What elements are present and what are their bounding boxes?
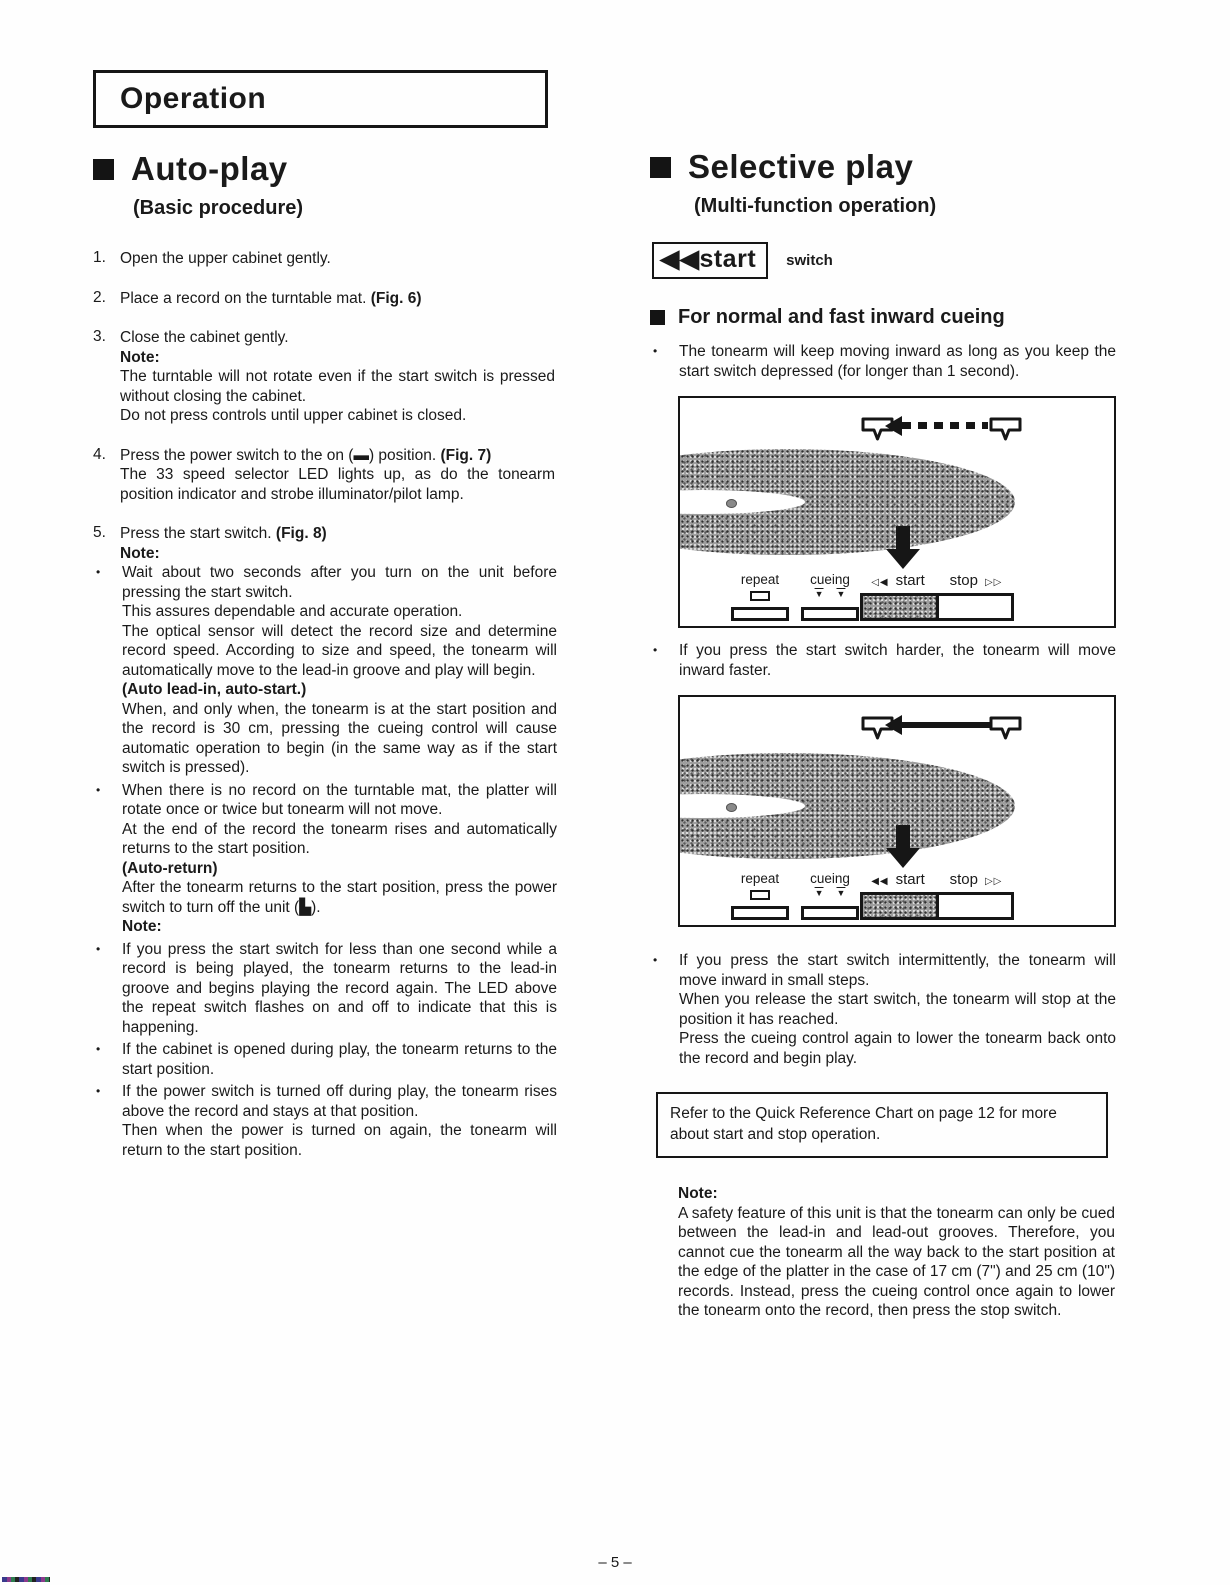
cueing-button [801, 906, 859, 920]
section-bullet-icon [650, 157, 671, 178]
inward-cueing-heading-row [650, 306, 1120, 329]
repeat-label: repeat [740, 572, 780, 587]
auto-play-heading-row [93, 150, 561, 188]
stop-arrows-icon: ▷▷ [984, 577, 1003, 588]
start-switch-row [652, 242, 1120, 279]
bullet-marker: • [96, 1042, 101, 1056]
bullet-marker: • [653, 344, 658, 358]
start-label: start [895, 572, 925, 589]
step-1 [93, 249, 561, 269]
step-number: 2. [93, 288, 106, 306]
auto-play-steps [93, 249, 561, 563]
selective-play-heading-row [650, 148, 1120, 186]
stop-button [936, 895, 1012, 917]
start-arrows-icon: ◀◀ [871, 876, 889, 887]
bullet-marker: • [96, 941, 101, 956]
selective-bullet-2 [650, 641, 1116, 680]
stop-arrows-icon: ▷▷ [984, 876, 1003, 887]
note-paragraph: Wait about two seconds after you turn on the unit before pressing the start switch. [122, 564, 557, 601]
selective-play-heading: Selective play [688, 148, 914, 185]
note-bullet-2 [93, 781, 557, 937]
selective-play-subheading: (Multi-function operation) [694, 195, 937, 217]
step-5 [93, 524, 561, 563]
bullet-marker: • [96, 782, 101, 797]
cueing-label: cueing [810, 572, 850, 587]
start-button-pressed [863, 895, 936, 917]
note-paragraph: When there is no record on the turntable mat, the platter will rotate once or twice but tonearm will not move. [122, 781, 557, 818]
repeat-led-icon [750, 890, 770, 900]
start-stop-buttons [860, 593, 1014, 621]
repeat-switch-group [728, 872, 792, 920]
start-label: start [895, 871, 925, 888]
repeat-led-icon [750, 591, 770, 601]
start-stop-group [859, 872, 1015, 920]
note-paragraph: If you press the start switch harder, the tonearm will move inward faster. [679, 642, 1116, 679]
step-number: 5. [93, 524, 106, 541]
step-4 [93, 446, 561, 505]
page-title-box [93, 70, 548, 128]
note-paragraph: Press the cueing control again to lower the tonearm back onto the record and begin play. [679, 1030, 1116, 1067]
bullet-marker: • [653, 643, 658, 657]
note-paragraph: After the tonearm returns to the start position, press the power switch to turn off the unit (▙). [122, 879, 557, 916]
note-paragraph: This assures dependable and accurate operation. [122, 603, 463, 620]
step-text: Open the upper cabinet gently. [120, 250, 331, 267]
note-paragraph: When you release the start switch, the tonearm will stop at the position it has reached. [679, 991, 1116, 1028]
note-paragraph: The optical sensor will detect the record size and determine record speed. According to size and speed, the tonearm will automatically move to the lead-in groove and play will begin. [122, 622, 557, 679]
step-number: 1. [93, 249, 106, 266]
repeat-button [731, 607, 789, 621]
tonearm-cursor-icon [988, 715, 1024, 743]
note-paragraph-bold: (Auto-return) [122, 859, 218, 877]
selective-bullet-1 [650, 342, 1116, 381]
down-arrow-icon [886, 526, 920, 572]
step-detail: The 33 speed selector LED lights up, as do the tonearm position indicator and strobe illuminator/pilot lamp. [120, 466, 555, 503]
cueing-icon: ▼ [836, 888, 846, 898]
note-paragraph: If you press the start switch intermittently, the tonearm will move inward in small steps. [679, 952, 1116, 989]
repeat-label: repeat [740, 871, 780, 886]
step-text: Press the start switch. [120, 525, 272, 542]
start-switch-key: ◀◀start [652, 242, 768, 279]
inward-cueing-heading: For normal and fast inward cueing [678, 306, 1005, 328]
start-arrows-icon: ◁◀ [871, 577, 889, 588]
note-paragraph: If the cabinet is opened during play, the tonearm returns to the start position. [122, 1041, 557, 1078]
step-3 [93, 328, 561, 426]
figure-reference: (Fig. 7) [440, 446, 492, 464]
repeat-switch-group [728, 573, 792, 621]
cueing-icons [815, 589, 846, 599]
step-number: 3. [93, 328, 106, 345]
note-bullet-5 [93, 1082, 557, 1160]
cueing-icons [815, 888, 846, 898]
cueing-icon: ▼ [836, 589, 846, 599]
auto-play-column [93, 150, 561, 1163]
note-label: Note: [120, 544, 160, 562]
note-paragraph: When, and only when, the tonearm is at the start position and the record is 30 cm, pressing the cueing control will cause automatic operation to begin (in the same way as if the start switch is pressed). [122, 700, 557, 776]
spindle-hole [726, 803, 737, 812]
cueing-button [801, 607, 859, 621]
figure-reference: (Fig. 8) [275, 525, 327, 542]
note-paragraph: The tonearm will keep moving inward as long as you keep the start switch depressed (for longer than 1 second). [679, 343, 1116, 380]
note-text: The turntable will not rotate even if the start switch is pressed without closing the cabinet. [120, 368, 555, 405]
cueing-control-group [800, 872, 860, 920]
down-arrow-icon [886, 825, 920, 871]
dashed-left-arrow-icon [902, 422, 988, 429]
cueing-icon: ▼ [814, 888, 824, 898]
note-paragraph: At the end of the record the tonearm rises and automatically returns to the start position. [122, 820, 557, 857]
scan-artifact [2, 1577, 50, 1582]
selective-play-column [650, 148, 1120, 1321]
bullet-marker: • [96, 1084, 101, 1098]
auto-play-subheading: (Basic procedure) [133, 197, 304, 219]
auto-play-notes [93, 563, 561, 1160]
auto-play-heading: Auto-play [131, 150, 288, 187]
left-arrowhead-icon [885, 715, 902, 735]
note-label: Note: [678, 1185, 718, 1202]
start-button-pressed [863, 596, 936, 618]
cueing-label: cueing [810, 871, 850, 886]
cueing-control-group [800, 573, 860, 621]
selective-bullet-3 [650, 951, 1116, 1068]
safety-note [678, 1184, 1115, 1321]
quick-reference-text: Refer to the Quick Reference Chart on page 12 for more about start and stop operation. [670, 1105, 1057, 1143]
left-arrowhead-icon [885, 416, 902, 436]
note-paragraph: If you press the start switch for less than one second while a record is being played, the tonearm returns to the lead-in groove and begins playing the record again. The LED above the repeat switch flashes on and off to indicate that this is happening. [122, 940, 557, 1036]
page-title: Operation [120, 82, 267, 115]
step-text: Close the cabinet gently. [120, 329, 289, 346]
step-text: Press the power switch to the on (▬) position. [120, 446, 437, 464]
note-bullet-1 [93, 563, 557, 778]
note-paragraph: Then when the power is turned on again, the tonearm will return to the start position. [122, 1122, 557, 1159]
page-number: – 5 – [598, 1554, 632, 1571]
cueing-icon: ▼ [814, 589, 824, 599]
stop-label: stop [949, 871, 978, 888]
note-bullet-4 [93, 1040, 557, 1079]
note-label: Note: [122, 918, 162, 935]
control-panel [680, 571, 1114, 621]
control-panel [680, 870, 1114, 920]
bullet-marker: • [653, 953, 658, 967]
note-label: Note: [120, 348, 160, 366]
note-paragraph: If the power switch is turned off during play, the tonearm rises above the record and stays at that position. [122, 1083, 557, 1120]
stop-label: stop [949, 572, 978, 589]
step-2 [93, 289, 561, 309]
note-text: Do not press controls until upper cabinet is closed. [120, 407, 467, 424]
start-stop-group [859, 573, 1015, 621]
tonearm-cursor-icon [988, 416, 1024, 444]
section-bullet-icon [93, 159, 114, 180]
note-paragraph-bold: (Auto lead-in, auto-start.) [122, 681, 307, 698]
cueing-diagram-normal [678, 396, 1116, 628]
note-text: A safety feature of this unit is that the tonearm can only be cued between the lead-in and lead-out grooves. Therefore, you cannot cue the tonearm all the way back to the start position at the edge of the platter in the case of 17 cm (7") and 25 cm (10") records. Instead, press the cueing control once again to lower the tonearm onto the record, then press the stop switch. [678, 1204, 1115, 1319]
spindle-hole [726, 499, 737, 508]
solid-left-arrow-icon [902, 722, 990, 728]
start-switch-word: switch [786, 252, 833, 269]
start-stop-buttons [860, 892, 1014, 920]
figure-reference: (Fig. 6) [370, 289, 422, 307]
stop-button [936, 596, 1012, 618]
bullet-marker: • [96, 565, 101, 579]
quick-reference-callout [656, 1092, 1108, 1158]
step-text: Place a record on the turntable mat. [120, 289, 367, 307]
step-number: 4. [93, 445, 106, 463]
cueing-diagram-fast [678, 695, 1116, 927]
repeat-button [731, 906, 789, 920]
subsection-bullet-icon [650, 310, 665, 325]
note-bullet-3 [93, 940, 557, 1038]
